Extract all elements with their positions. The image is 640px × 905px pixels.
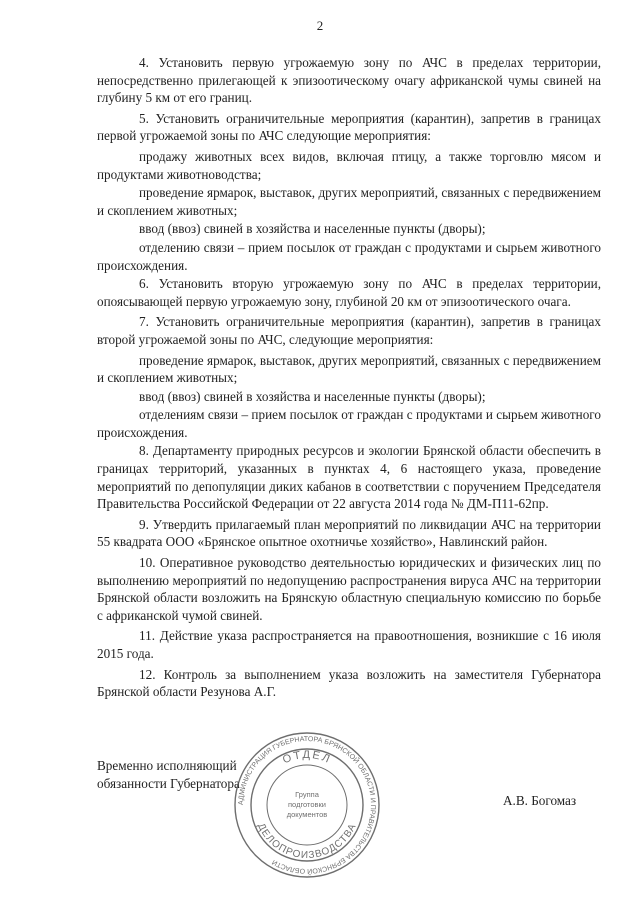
paragraph: отделениям связи – прием посылок от граждан с продуктами и сырьем животного происхождения. [97, 407, 601, 440]
paragraph: ввод (ввоз) свиней в хозяйства и населенные пункты (дворы); [139, 388, 486, 404]
paragraph: 6. Установить вторую угрожаемую зону по АЧС в пределах территории, опоясывающей первую угрожаемую зону, глубиной 20 км от эпизоотического очага. [97, 276, 601, 309]
paragraph: 9. Утвердить прилагаемый план мероприятий по ликвидации АЧС на территории 55 квадрата ООО «Брянское опытное охотничье хозяйство», Навлинский район. [97, 516, 601, 550]
svg-text:АДМИНИСТРАЦИЯ ГУБЕРНАТОРА БРЯН: АДМИНИСТРАЦИЯ ГУБЕРНАТОРА БРЯНСКОЙ ОБЛАСТИ И ПРАВИТЕЛЬСТВА БРЯНСКОЙ ОБЛАСТИ [237, 735, 377, 875]
paragraph: ввод (ввоз) свиней в хозяйства и населенные пункты (дворы); [139, 221, 486, 237]
svg-text:подготовки: подготовки [288, 800, 326, 809]
paragraph: отделению связи – прием посылок от граждан с продуктами и сырьем животного происхождения. [97, 239, 601, 273]
svg-text:ДЕЛОПРОИЗВОДСТВА: ДЕЛОПРОИЗВОДСТВА [255, 821, 359, 862]
paragraph: проведение ярмарок, выставок, других мероприятий, связанных с передвижением и скоплением животных; [97, 352, 601, 386]
official-seal-stamp [232, 730, 382, 880]
page-number: 2 [316, 18, 324, 33]
paragraph: 7. Установить ограничительные мероприятия (карантин), запретив в границах второй угрожаемой зоны по АЧС, следующие мероприятия: [97, 314, 601, 347]
paragraph: продажу животных всех видов, включая птицу, а также торговлю мясом и продуктами животноводства; [97, 148, 601, 182]
svg-text:ОТДЕЛ: ОТДЕЛ [280, 748, 334, 767]
paragraph: 5. Установить ограничительные мероприятия (карантин), запретив в границах первой угрожаемой зоны по АЧС следующие мероприятия: [97, 110, 601, 144]
paragraph: 12. Контроль за выполнением указа возложить на заместителя Губернатора Брянской области Резунова А.Г. [97, 666, 601, 700]
signatory-name: А.В. Богомаз [503, 793, 577, 808]
paragraph: 8. Департаменту природных ресурсов и экологии Брянской области обеспечить в границах территорий, указанных в пунктах 4, 6 настоящего указа, проведение мероприятий по депопуляции диких кабанов в соответствии с поручением Председателя Правительства Российской Федерации от 22 августа 2014 года № ДМ-П11-62пр. [97, 443, 601, 512]
paragraph: 4. Установить первую угрожаемую зону по АЧС в пределах территории, непосредственно прилегающей к эпизоотическому очагу африканской чумы свиней на глубину 5 км от его границ. [97, 55, 601, 106]
paragraph: 11. Действие указа распространяется на правоотношения, возникшие с 16 июля 2015 года. [97, 628, 601, 661]
signatory-title [97, 757, 240, 793]
signatory-title-line1: Временно исполняющий [97, 758, 237, 773]
svg-text:документов: документов [286, 810, 328, 819]
paragraph: проведение ярмарок, выставок, других мероприятий, связанных с передвижением и скоплением животных; [97, 185, 601, 218]
signatory-title-line2: обязанности Губернатора [97, 776, 240, 791]
document-body [97, 54, 601, 704]
paragraph: 10. Оперативное руководство деятельностью юридических и физических лиц по выполнению мероприятий по недопущению распространения вируса АЧС на территории Брянской области возложить на Брянскую областную специальную комиссию по борьбе с африканской чумой свиней. [97, 555, 601, 623]
svg-text:Группа: Группа [295, 790, 319, 799]
